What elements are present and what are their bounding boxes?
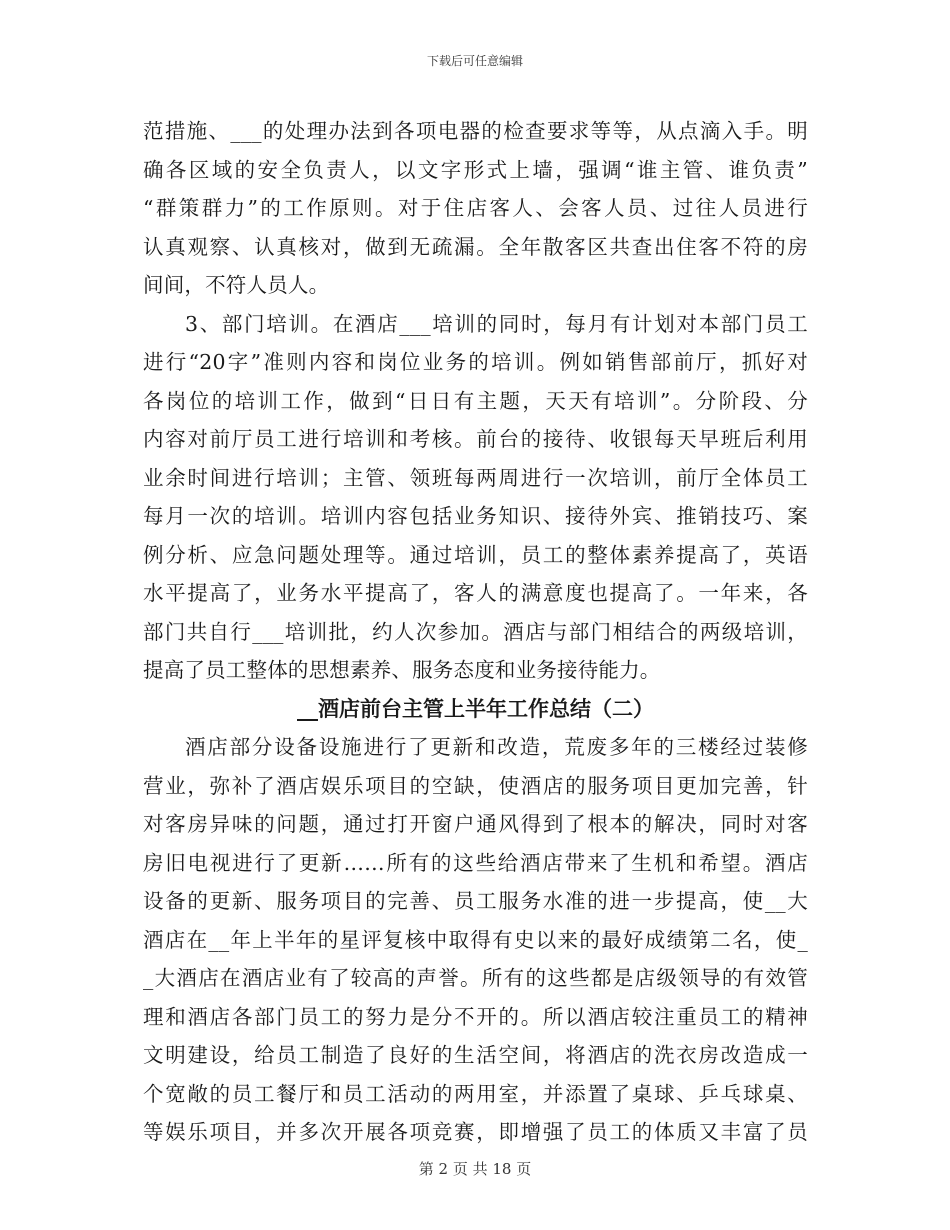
text-line: 营业，弥补了酒店娱乐项目的空缺，使酒店的服务项目更加完善，针 [143, 773, 808, 798]
text-line: 房旧电视进行了更新……所有的这些给酒店带来了生机和希望。酒店 [143, 850, 808, 875]
text-line: “群策群力”的工作原则。对于住店客人、会客人员、过往人员进行 [143, 196, 808, 220]
page-header-note: 下载后可任意编辑 [426, 54, 523, 68]
text-line: 进行“20字”准则内容和岗位业务的培训。例如销售部前厅，抓好对 [143, 350, 808, 374]
paragraph-safety [143, 112, 808, 305]
text-line: 认真观察、认真核对，做到无疏漏。全年散客区共查出住客不符的房 [143, 234, 808, 259]
page-number: 第 2 页 共 18 页 [418, 1160, 532, 1178]
text-line: 理和酒店各部门员工的努力是分不开的。所以酒店较注重员工的精神 [143, 1004, 808, 1029]
text-line: 水平提高了，业务水平提高了，客人的满意度也提高了。一年来，各 [143, 581, 808, 605]
text-line: 酒店部分设备设施进行了更新和改造，荒废多年的三楼经过装修 [185, 735, 808, 759]
text-line: 业余时间进行培训；主管、领班每两周进行一次培训，前厅全体员工 [143, 465, 808, 490]
document-body [143, 112, 808, 1152]
text-line: 文明建设，给员工制造了良好的生活空间，将酒店的洗衣房改造成一 [143, 1043, 808, 1067]
text-line: 设备的更新、服务项目的完善、员工服务水准的进一步提高，使__大 [143, 889, 808, 913]
section-title: __酒店前台主管上半年工作总结（二） [297, 695, 654, 721]
text-line: 等娱乐项目，并多次开展各项竞赛，即增强了员工的体质又丰富了员 [143, 1120, 808, 1144]
text-line: 3、部门培训。在酒店___培训的同时，每月有计划对本部门员工 [185, 311, 808, 336]
text-line: 提高了员工整体的思想素养、服务态度和业务接待能力。 [143, 658, 661, 682]
text-line: 范措施、___的处理办法到各项电器的检查要求等等，从点滴入手。明 [143, 119, 808, 143]
text-line: 对客房异味的问题，通过打开窗户通风得到了根本的解决，同时对客 [143, 812, 808, 836]
text-line: 每月一次的培训。培训内容包括业务知识、接待外宾、推销技巧、案 [143, 504, 808, 528]
text-line: 部门共自行___培训批，约人次参加。酒店与部门相结合的两级培训， [143, 619, 808, 644]
paragraph-renovation [143, 728, 808, 1152]
text-line: 酒店在__年上半年的星评复核中取得有史以来的最好成绩第二名，使_ [143, 927, 808, 952]
text-line: 确各区域的安全负责人，以文字形式上墙，强调“谁主管、谁负责” [143, 157, 808, 182]
text-line: 各岗位的培训工作，做到“日日有主题，天天有培训”。分阶段、分 [143, 388, 808, 413]
text-line: _大酒店在酒店业有了较高的声誉。所有的这些都是店级领导的有效管 [143, 966, 808, 990]
text-line: 个宽敞的员工餐厅和员工活动的两用室，并添置了桌球、乒乓球桌、 [143, 1081, 808, 1106]
text-line: 内容对前厅员工进行培训和考核。前台的接待、收银每天早班后利用 [143, 427, 808, 451]
text-line: 间间，不符人员人。 [143, 273, 330, 297]
text-line: 例分析、应急问题处理等。通过培训，员工的整体素养提高了，英语 [143, 542, 808, 567]
paragraph-training [143, 305, 808, 690]
